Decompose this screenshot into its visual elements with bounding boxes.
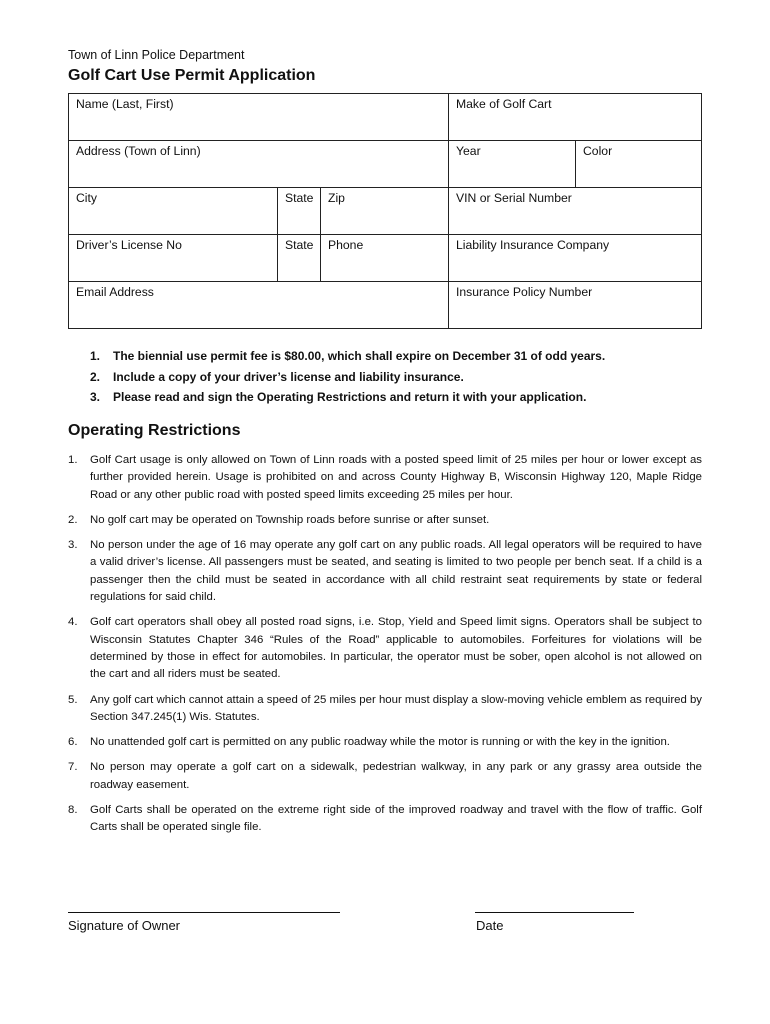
phone-label: Phone	[328, 238, 364, 252]
application-form-grid	[68, 93, 702, 329]
city-field[interactable]	[69, 188, 278, 235]
department-name: Town of Linn Police Department	[68, 48, 245, 62]
color-field[interactable]	[576, 141, 702, 188]
drivers-license-field[interactable]	[69, 235, 278, 282]
zip-field[interactable]	[321, 188, 449, 235]
vin-label: VIN or Serial Number	[456, 191, 572, 205]
policy-number-field[interactable]	[449, 282, 702, 328]
license-state-field[interactable]	[278, 235, 321, 282]
restriction-item: 8. Golf Carts shall be operated on the extreme right side of the improved roadway and travel with the flow of traffic. Golf Carts shall be operated single file.	[68, 804, 702, 834]
date-signature-line[interactable]	[475, 912, 634, 913]
year-label: Year	[456, 144, 481, 158]
instruction-item: 2. Include a copy of your driver’s license and liability insurance.	[90, 369, 464, 384]
date-label: Date	[476, 918, 504, 933]
name-field[interactable]	[69, 94, 449, 141]
city-label: City	[76, 191, 97, 205]
restriction-item: 5. Any golf cart which cannot attain a speed of 25 miles per hour must display a slow-moving vehicle emblem as required by Section 347.245(1) Wis. Statutes.	[68, 693, 702, 723]
insurance-company-field[interactable]	[449, 235, 702, 282]
restriction-item: 7. No person may operate a golf cart on a sidewalk, pedestrian walkway, in any park or any grassy area outside the roadway easement.	[68, 761, 702, 791]
color-label: Color	[583, 144, 613, 158]
zip-label: Zip	[328, 191, 345, 205]
vin-field[interactable]	[449, 188, 702, 235]
restriction-item: 6. No unattended golf cart is permitted on any public roadway while the motor is running or with the key in the ignition.	[68, 736, 670, 749]
state-label: State	[285, 191, 314, 205]
owner-signature-label: Signature of Owner	[68, 918, 181, 933]
instructions-list	[90, 349, 605, 411]
address-field[interactable]	[69, 141, 449, 188]
instruction-item: 3. Please read and sign the Operating Restrictions and return it with your application.	[90, 390, 587, 404]
restriction-item: 1. Golf Cart usage is only allowed on Town of Linn roads with a posted speed limit of 25 miles per hour or lower except as further provided herein. Usage is prohibited on and across County Highway B, Wisconsin Highway 120, Maple Ridge Road or any other public road with posted speed limits exceeding 25 miles per hour.	[68, 454, 702, 501]
phone-field[interactable]	[321, 235, 449, 282]
email-label: Email Address	[76, 285, 154, 299]
year-field[interactable]	[449, 141, 576, 188]
restrictions-list	[68, 452, 702, 845]
policy-number-label: Insurance Policy Number	[456, 285, 593, 299]
form-title: Golf Cart Use Permit Application	[68, 67, 316, 84]
restriction-item: 4. Golf cart operators shall obey all posted road signs, i.e. Stop, Yield and Speed limit signs. Operators shall be subject to Wisconsin Statutes Chapter 346 “Rules of the Road” applicable to automobiles. Forfeitures for violations will be determined by those in effect for automobiles. In particular, the operator must be sober, open alcohol is not allowed on the cart and all riders must be seated.	[68, 616, 702, 681]
make-field[interactable]	[449, 94, 702, 141]
restriction-item: 2. No golf cart may be operated on Township roads before sunrise or after sunset.	[68, 513, 490, 526]
make-label: Make of Golf Cart	[456, 97, 552, 111]
instruction-item: 1. The biennial use permit fee is $80.00, which shall expire on December 31 of odd years.	[90, 349, 606, 363]
state-field[interactable]	[278, 188, 321, 235]
restriction-item: 3. No person under the age of 16 may operate any golf cart on any public roads. All legal operators will be required to have a valid driver’s license. All passengers must be seated, and seating is limited to two people per bench seat. If a child is a passenger then the child must be seated in accordance with all child restraint seat requirements by state or federal regulations for said child.	[68, 539, 702, 604]
owner-signature-line[interactable]	[68, 912, 340, 913]
drivers-license-label: Driver’s License No	[76, 238, 182, 252]
license-state-label: State	[285, 238, 314, 252]
email-field[interactable]	[69, 282, 449, 328]
name-label: Name (Last, First)	[76, 97, 174, 111]
restrictions-title: Operating Restrictions	[68, 422, 241, 439]
address-label: Address (Town of Linn)	[76, 144, 201, 158]
insurance-company-label: Liability Insurance Company	[456, 238, 610, 252]
